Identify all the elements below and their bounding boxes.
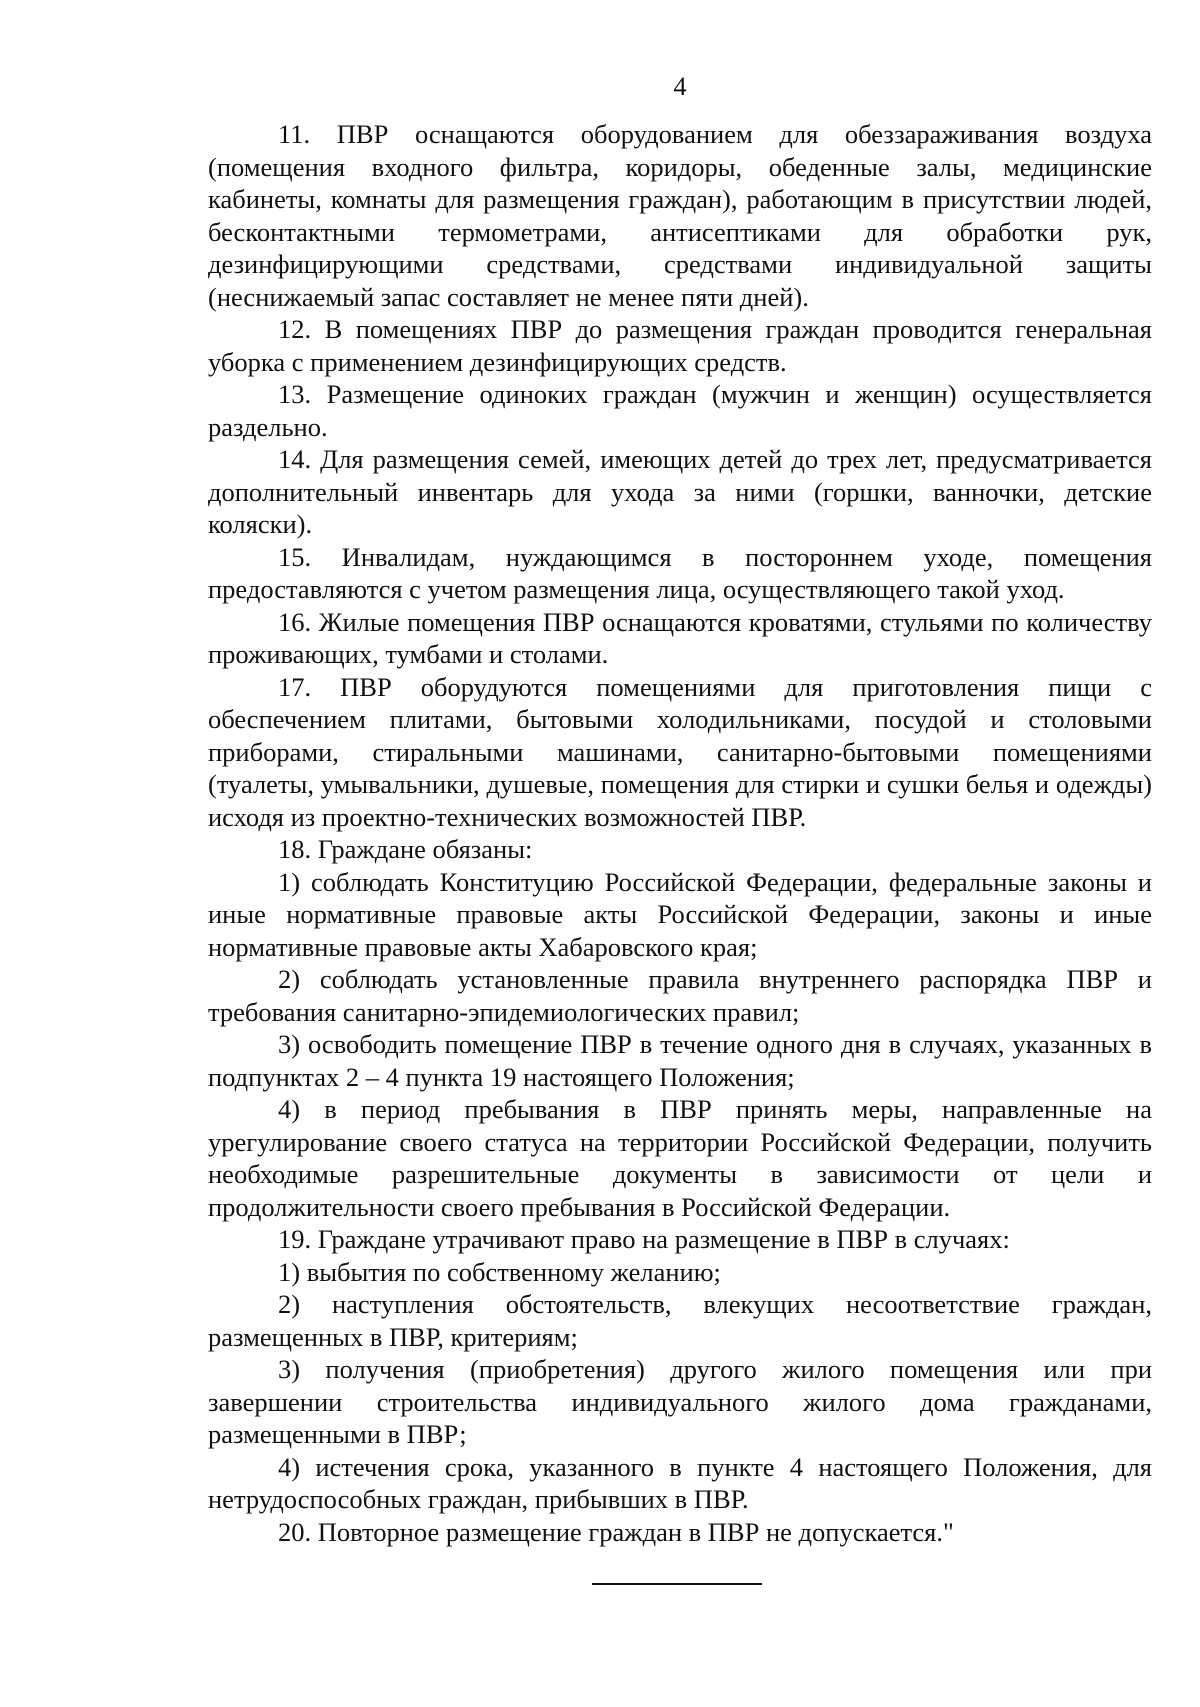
paragraph-12: 12. В помещениях ПВР до размещения граждан проводится генеральная уборка с применением дезинфицирующих средств. bbox=[208, 314, 1152, 377]
paragraph-18-item-4: 4) в период пребывания в ПВР принять меры, направленные на урегулирование своего статуса на территории Российской Федерации, получить необходимые разрешительные документы в зависимости от цели и продолжительности своего пребывания в Российской Федерации. bbox=[208, 1094, 1152, 1222]
paragraph-18-item-1: 1) соблюдать Конституцию Российской Федерации, федеральные законы и иные нормативные правовые акты Российской Федерации, законы и иные нормативные правовые акты Хабаровского края; bbox=[208, 866, 1152, 962]
paragraph-18-item-2: 2) соблюдать установленные правила внутреннего распорядка ПВР и требования санитарно-эпидемиологических правил; bbox=[208, 964, 1152, 1027]
paragraph-18-item-3: 3) освободить помещение ПВР в течение одного дня в случаях, указанных в подпунктах 2 – 4 пункта 19 настоящего Положения; bbox=[208, 1029, 1152, 1092]
paragraph-19-item-3: 3) получения (приобретения) другого жилого помещения или при завершении строительства индивидуального жилого дома гражданами, размещенными в ПВР; bbox=[208, 1354, 1152, 1449]
paragraph-20: 20. Повторное размещение граждан в ПВР не допускается." bbox=[278, 1516, 954, 1547]
closing-rule bbox=[592, 1583, 762, 1585]
paragraph-19-item-2: 2) наступления обстоятельств, влекущих несоответствие граждан, размещенных в ПВР, критериям; bbox=[208, 1289, 1152, 1352]
document-body bbox=[208, 118, 1152, 1548]
paragraph-17: 17. ПВР оборудуются помещениями для приготовления пищи с обеспечением плитами, бытовыми холодильниками, посудой и столовыми приборами, стиральными машинами, санитарно-бытовыми помещениями (туалеты, умывальники, душевые, помещения для стирки и сушки белья и одежды) исходя из проектно-технических возможностей ПВР. bbox=[208, 671, 1152, 832]
paragraph-19: 19. Граждане утрачивают право на размещение в ПВР в случаях: bbox=[278, 1224, 1010, 1254]
paragraph-14: 14. Для размещения семей, имеющих детей до трех лет, предусматривается дополнительный инвентарь для ухода за ними (горшки, ванночки, детские коляски). bbox=[208, 444, 1152, 539]
paragraph-16: 16. Жилые помещения ПВР оснащаются кроватями, стульями по количеству проживающих, тумбами и столами. bbox=[208, 606, 1152, 669]
paragraph-19-item-1: 1) выбытия по собственному желанию; bbox=[278, 1256, 721, 1287]
paragraph-18: 18. Граждане обязаны: bbox=[278, 834, 533, 864]
paragraph-11: 11. ПВР оснащаются оборудованием для обеззараживания воздуха (помещения входного фильтра, коридоры, обеденные залы, медицинские кабинеты, комнаты для размещения граждан), работающим в присутствии людей, бесконтактными термометрами, антисептиками для обработки рук, дезинфицирующими средствами, средствами индивидуальной защиты (неснижаемый запас составляет не менее пяти дней). bbox=[208, 119, 1152, 312]
page-number: 4 bbox=[673, 72, 687, 101]
paragraph-19-item-4: 4) истечения срока, указанного в пункте 4 настоящего Положения, для нетрудоспособных граждан, прибывших в ПВР. bbox=[208, 1451, 1152, 1514]
paragraph-13: 13. Размещение одиноких граждан (мужчин и женщин) осуществляется раздельно. bbox=[208, 379, 1152, 442]
paragraph-15: 15. Инвалидам, нуждающимся в постороннем уходе, помещения предоставляются с учетом размещения лица, осуществляющего такой уход. bbox=[208, 541, 1152, 604]
